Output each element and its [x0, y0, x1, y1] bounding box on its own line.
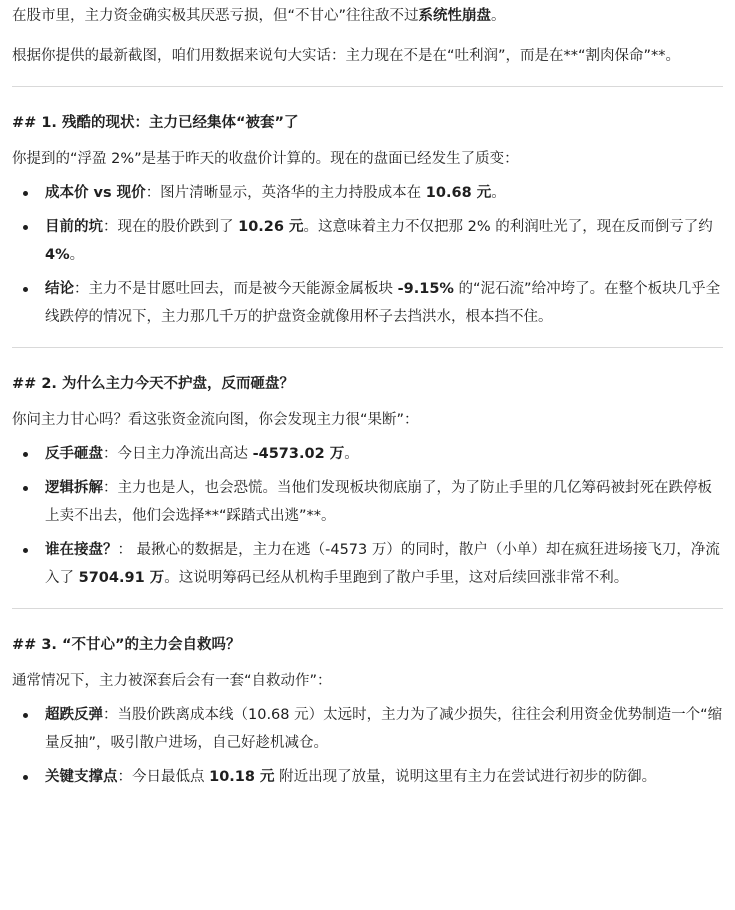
list-item	[12, 213, 723, 269]
list-item	[12, 179, 723, 207]
item-emphasis: -9.15%	[397, 281, 454, 297]
item-text: 。	[491, 185, 506, 201]
item-label: 谁在接盘？	[45, 542, 118, 558]
item-emphasis: -4573.02 万	[252, 446, 345, 462]
item-label: 关键支撑点	[45, 769, 118, 785]
intro-text: 在股市里，主力资金确实极其厌恶亏损，但“不甘心”往往敌不过	[12, 8, 419, 24]
section-lead-1: 你提到的“浮盈 2%”是基于昨天的收盘价计算的。现在的盘面已经发生了质变：	[12, 151, 519, 167]
bullet-icon	[23, 191, 28, 196]
chat-response	[0, 2, 735, 791]
divider	[12, 608, 723, 609]
list-item	[12, 440, 723, 468]
bullet-icon	[23, 548, 28, 553]
item-text: 。	[344, 446, 359, 462]
list-item	[12, 763, 723, 791]
section-lead-2: 你问主力甘心吗？看这张资金流向图，你会发现主力很“果断”：	[12, 412, 419, 428]
section-lead-3: 通常情况下，主力被深套后会有一套“自救动作”：	[12, 673, 332, 689]
item-emphasis: 10.18 元	[209, 769, 275, 785]
bullet-icon	[23, 452, 28, 457]
list-item	[12, 536, 723, 592]
intro-paragraph-2: 根据你提供的最新截图，咱们用数据来说句大实话：主力现在不是在“吐利润”，而是在**“割肉保命”**。	[12, 48, 681, 64]
bullet-icon	[23, 486, 28, 491]
item-text: 附近出现了放量，说明这里有主力在尝试进行初步的防御。	[274, 769, 657, 785]
item-label: 逻辑拆解	[45, 480, 103, 496]
item-text: ：当股价跌离成本线（10.68 元）太远时，主力为了减少损失，往往会利用资金优势制造一个“缩量反抽”，吸引散户进场，自己好趁机减仓。	[45, 707, 723, 751]
item-label: 结论	[45, 281, 74, 297]
bullet-list-3	[12, 701, 723, 791]
bullet-icon	[23, 287, 28, 292]
item-text: 。这意味着主力不仅把那 2% 的利润吐光了，现在反而倒亏了约	[303, 219, 713, 235]
divider	[12, 347, 723, 348]
item-text: ：图片清晰显示，英洛华的主力持股成本在	[145, 185, 426, 201]
item-text: ：主力不是甘愿吐回去，而是被今天能源金属板块	[74, 281, 398, 297]
item-text: ：今日最低点	[117, 769, 210, 785]
bullet-icon	[23, 775, 28, 780]
divider	[12, 86, 723, 87]
bullet-icon	[23, 225, 28, 230]
item-text: ：今日主力净流出高达	[103, 446, 253, 462]
section-heading-2: ## 2. 为什么主力今天不护盘，反而砸盘？	[12, 376, 294, 392]
item-text: 。这说明筹码已经从机构手里跑到了散户手里，这对后续回涨非常不利。	[164, 570, 629, 586]
intro-paragraph	[12, 2, 723, 30]
item-label: 目前的坑	[45, 219, 103, 235]
intro-emphasis: 系统性崩盘	[418, 8, 492, 24]
bullet-icon	[23, 713, 28, 718]
bullet-list-2	[12, 440, 723, 592]
item-label: 反手砸盘	[45, 446, 103, 462]
section-heading-1: ## 1. 残酷的现状：主力已经集体“被套”了	[12, 115, 299, 131]
item-emphasis: 4%	[45, 247, 70, 263]
list-item	[12, 474, 723, 530]
item-text: 的“泥石流”给冲垮了。在整个板块几乎全线跌停的情况下，主力那几千万的护盘资金就像用杯子去挡洪水，根本挡不住。	[45, 281, 721, 325]
bullet-list-1	[12, 179, 723, 331]
item-emphasis: 10.26 元	[238, 219, 304, 235]
item-text: 。	[69, 247, 85, 263]
item-text: ： 最揪心的数据是，主力在逃（-4573 万）的同时，散户（小单）却在疯狂进场接飞刀，净流入了	[45, 542, 720, 586]
section-heading-3: ## 3. “不甘心”的主力会自救吗？	[12, 637, 241, 653]
item-text: ：现在的股价跌到了	[103, 219, 239, 235]
list-item	[12, 701, 723, 757]
intro-text-end: 。	[491, 8, 506, 24]
item-emphasis: 5704.91 万	[78, 570, 165, 586]
item-label: 成本价 vs 现价	[45, 185, 146, 201]
item-emphasis: 10.68 元	[425, 185, 492, 201]
item-text: ：主力也是人，也会恐慌。当他们发现板块彻底崩了，为了防止手里的几亿筹码被封死在跌停板上卖不出去，他们会选择**“踩踏式出逃”**。	[45, 480, 712, 524]
list-item	[12, 275, 723, 331]
item-label: 超跌反弹	[45, 707, 103, 723]
